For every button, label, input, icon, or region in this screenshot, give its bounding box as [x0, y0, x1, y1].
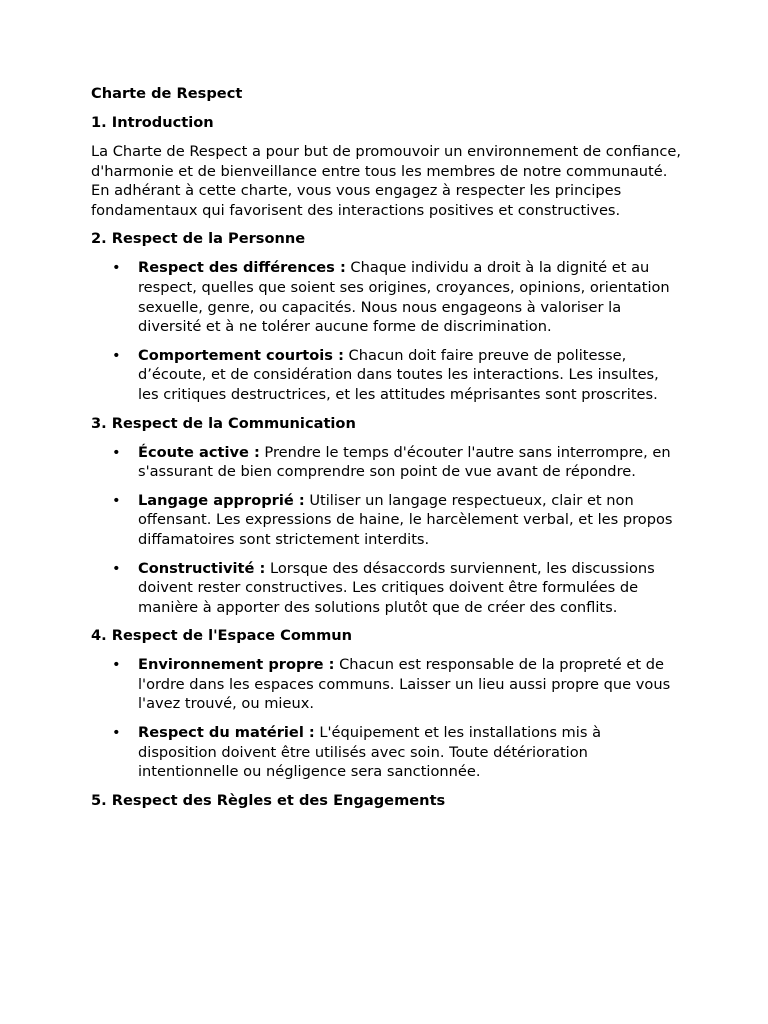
- list-respect-personne: [91, 258, 681, 404]
- list-item: [91, 491, 681, 550]
- list-item-term: Respect des différences :: [138, 259, 346, 277]
- list-item-text: Lorsque des désaccords surviennent, les discussions doivent rester constructives. Les critiques doivent être formulées de manière à apporter des solutions plutôt que de créer des conflits.: [138, 559, 655, 616]
- list-item: [91, 346, 681, 405]
- list-item: [91, 655, 681, 714]
- list-item-text: Chacun est responsable de la propreté et de l'ordre dans les espaces communs. Laisser un lieu aussi propre que vous l'avez trouvé, ou mieux.: [138, 656, 671, 713]
- bullet-icon: •: [112, 443, 121, 461]
- bullet-icon: •: [112, 559, 121, 577]
- section-heading-respect-espace-commun: 4. Respect de l'Espace Commun: [91, 627, 353, 645]
- list-item-term: Écoute active :: [138, 443, 260, 461]
- bullet-icon: •: [112, 724, 121, 742]
- section-heading-respect-personne: 2. Respect de la Personne: [91, 230, 306, 248]
- list-respect-espace-commun: [91, 655, 681, 782]
- list-item-term: Langage approprié :: [138, 491, 305, 509]
- bullet-icon: •: [112, 491, 121, 509]
- list-item-text: Utiliser un langage respectueux, clair et non offensant. Les expressions de haine, le harcèlement verbal, et les propos diffamatoires sont strictement interdits.: [138, 491, 673, 548]
- list-item: [91, 443, 681, 482]
- list-item-term: Comportement courtois :: [138, 346, 344, 364]
- list-item-text: L'équipement et les installations mis à disposition doivent être utilisés avec soin. Toute détérioration intentionnelle ou négligence sera sanctionnée.: [138, 724, 602, 781]
- list-respect-communication: [91, 443, 681, 618]
- list-item-term: Respect du matériel :: [138, 724, 315, 742]
- list-item-text: Chaque individu a droit à la dignité et au respect, quelles que soient ses origines, croyances, opinions, orientation sexuelle, genre, ou capacités. Nous nous engageons à valoriser la diversité et à ne tolérer aucune forme de discrimination.: [138, 259, 670, 336]
- list-item: [91, 258, 681, 336]
- bullet-icon: •: [112, 259, 121, 277]
- section-heading-respect-regles: 5. Respect des Règles et des Engagements: [91, 791, 446, 809]
- list-item-text: Prendre le temps d'écouter l'autre sans interrompre, en s'assurant de bien comprendre son point de vue avant de répondre.: [138, 443, 671, 481]
- section-heading-introduction: 1. Introduction: [91, 114, 214, 131]
- introduction-paragraph: La Charte de Respect a pour but de promouvoir un environnement de confiance, d'harmonie et de bienveillance entre tous les membres de notre communauté. En adhérant à cette charte, vous vous engagez à respecter les principes fondamentaux qui favorisent des interactions positives et constructives.: [91, 143, 682, 219]
- list-item-term: Environnement propre :: [138, 656, 335, 674]
- list-item: [91, 559, 681, 618]
- list-item-term: Constructivité :: [138, 559, 266, 577]
- bullet-icon: •: [112, 656, 121, 674]
- list-item: [91, 723, 681, 782]
- bullet-icon: •: [112, 346, 121, 364]
- document-page: [91, 84, 681, 820]
- list-item-text: Chacun doit faire preuve de politesse, d’écoute, et de considération dans toutes les interactions. Les insultes, les critiques destructrices, et les attitudes méprisantes sont proscrites.: [138, 346, 659, 403]
- section-heading-respect-communication: 3. Respect de la Communication: [91, 414, 356, 432]
- document-title: Charte de Respect: [91, 85, 243, 102]
